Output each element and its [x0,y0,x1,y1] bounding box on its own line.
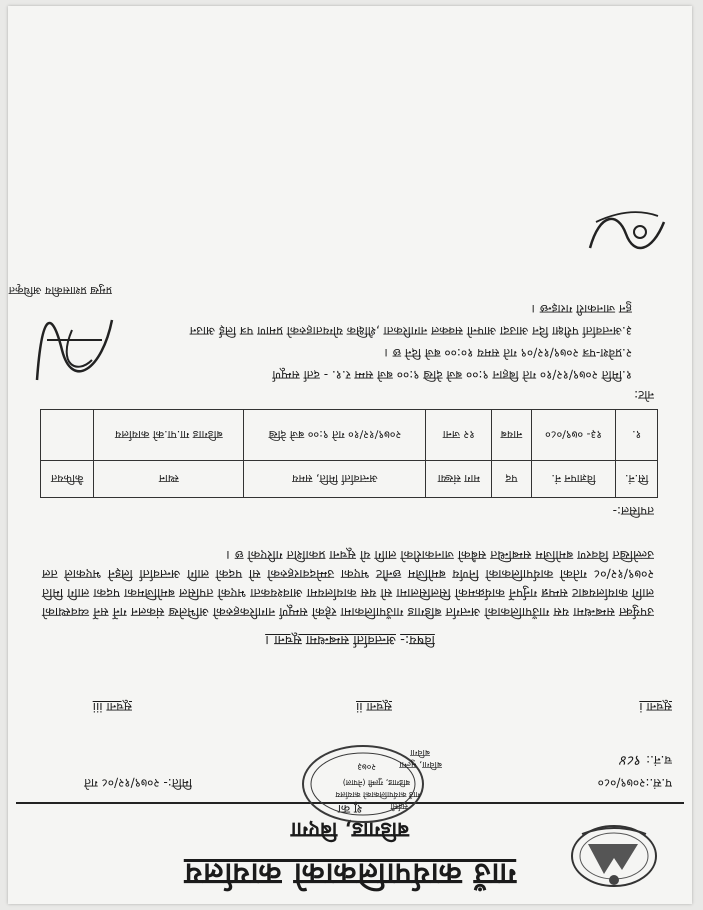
notice-badge-2: सूचना ii [356,700,392,714]
table-row [41,410,658,461]
stamp-line-4: २०७३ [357,761,376,771]
subject-text: अन्तर्वार्ता सम्बन्धमा सूचना । [265,632,396,647]
notes-label: नोट: [634,388,654,402]
signature-scribble-icon [22,300,132,410]
col-header-interview-time: अन्तर्वार्ता मिति, समय [244,461,426,498]
stamp-extra-2: बविगा [410,747,430,757]
tapasil-label: तपसिल:- [612,504,654,518]
cell-interview-time: २०७९/१२/१० गते ९:०० बजे देखि [244,410,426,461]
subject-line [8,632,692,650]
upright-content [8,6,692,904]
cell-remarks [41,410,94,461]
body-paragraph: उपर्युक्त सम्बन्धमा यस गाउँपालिकाको अन्तर्गत बडिगाड गाउँपालिकामा रहेको सम्पूर्ण नागरिकहरुको अभिलेख संकलन गर्ने सर्ने व्यवस्थाको लागि कार्यालयबाट सम्पन्न गर्नुपर्ने कार्यक्रमको सिलसिलामा सो यस कार्यालयमा आवश्यकता भएको तपसिल बमोजिमका पदका लागि मिति २०७९/१२/०८ गतेको कार्यपालिकाको निर्णय बमोजिम छनौट भएका उम्मेदवारहरुको सो पदको लागि अन्तर्वार्ता लिइने भएकाले तल उल्लेखित विवरण बमोजिम सम्बन्धित सबैको जानकारीको लागि यो सूचना प्रकाशित गरिएको छ । [42,548,654,620]
dispatch-number: च.नं.: ९८४ [620,752,672,768]
notice-badge-1: सूचना i [639,700,672,714]
col-header-demand: माग संख्या [426,461,492,498]
col-header-location: स्थान [94,461,244,498]
notice-badge-3: सूचना iii [92,700,132,714]
cell-demand: १२ जना [426,410,492,461]
note-item-2: २.प्रवेश-पत्र २०७९/१२/०९ गते समय १०:०० बजे दिने छ । [384,346,632,360]
stamp-line-2: गाउँ कार्यपालिकाको कार्यालय [335,790,420,799]
col-header-serial: सि.नं. [616,461,658,498]
table-header-row [41,461,658,498]
reference-number: प.सं.:२०७९/०८० [597,776,672,790]
office-subtitle: शु का [337,802,363,816]
office-address: बडिगाड, बिएगा [290,818,410,843]
stamp-extra-1: बविगा, मुल्गा [399,759,442,769]
office-title: गाउँ कार्यपालिकाको कार्यालय [183,856,517,891]
cell-serial: १. [616,410,658,461]
cell-location: बडिगाड गा.पा.को कार्यालय [94,410,244,461]
col-header-advert-no: विज्ञापन नं. [531,461,616,498]
officer-signature-block [8,270,132,410]
signature-title: प्रमुख प्रशासकीय अधिकृत [8,284,112,297]
note-item-4: हुन जानकारी गराइन्छ । [531,302,632,316]
stamp-line-3: बडिगाड, गुल्मी (नेपाल) [342,778,410,787]
note-item-3: ३.अन्तर्वार्ता परीक्षा दिन आउदा आफ्नो सक्कल नागरिकता ,शैक्षिक योग्यताहरुको प्रमाण पत्र लिई आउन [189,324,632,338]
interview-table [40,409,658,498]
note-item-1: १.मिति २०७९/१२/१० गते बिहान ९:०० बजे देखि ९:०० बजे सम्म र.१. - दर्ता सम्पूर्ण [272,368,632,382]
document-page [8,6,692,904]
col-header-remarks: कैफियत [41,461,94,498]
issue-date: मिति:- २०७९/१२/०८ गते [84,776,192,790]
cell-advert-no: १३- ०७९/०८० [531,410,616,461]
subject-label: विषय:- [400,632,435,647]
stamp-line-1: सर्वसी [390,802,408,811]
col-header-post: पद [492,461,531,498]
handwritten-initial-icon [586,202,670,262]
cell-post: नायब [492,410,531,461]
